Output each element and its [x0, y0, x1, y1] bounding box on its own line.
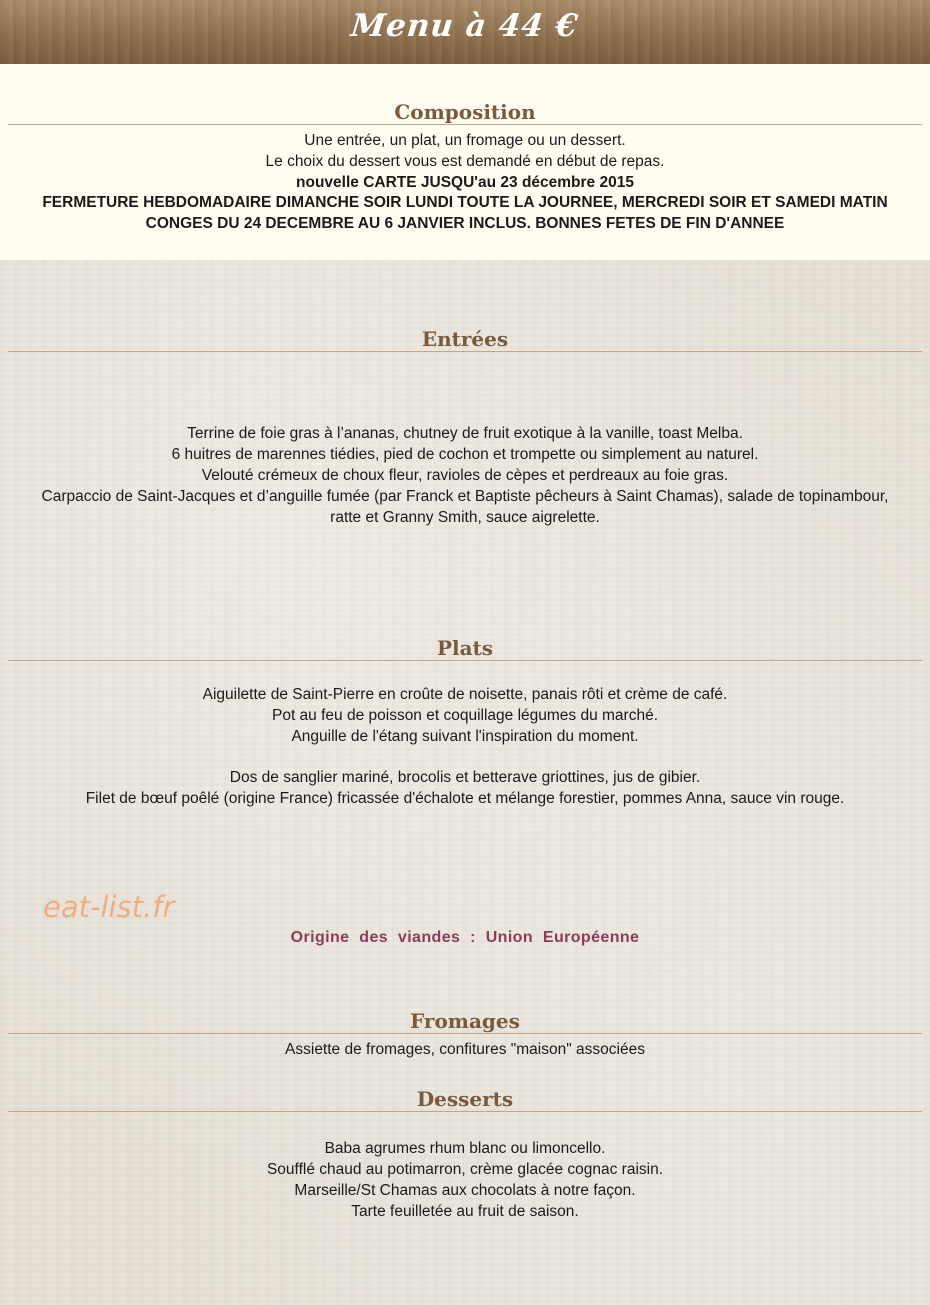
watermark-text: eat-list.fr [43, 890, 175, 924]
fromages-list [0, 1034, 930, 1060]
plats-title: Plats [436, 636, 494, 660]
composition-title: Composition [394, 100, 536, 124]
menu-title: Menu à 44 € [349, 8, 581, 44]
entrees-list [0, 352, 930, 528]
fromages-title: Fromages [410, 1009, 520, 1033]
plat-item: Dos de sanglier mariné, brocolis et betterave griottines, jus de gibier. [229, 769, 701, 786]
plats-section [0, 636, 930, 809]
plat-item: Anguille de l'étang suivant l'inspiration du moment. [291, 728, 639, 745]
entree-item: 6 huitres de marennes tiédies, pied de cochon et trompette ou simplement au naturel. [171, 446, 759, 463]
plat-item: Aiguilette de Saint-Pierre en croûte de noisette, panais rôti et crème de café. [202, 686, 728, 703]
composition-section [0, 64, 930, 260]
entree-item: Carpaccio de Saint-Jacques et d’anguille fumée (par Franck et Baptiste pêcheurs à Saint Chamas), salade de topinambour, ratte et Granny Smith, sauce aigrelette. [41, 488, 889, 526]
plat-item: Pot au feu de poisson et coquillage légumes du marché. [271, 707, 659, 724]
entrees-title: Entrées [421, 327, 509, 351]
fromages-section [0, 1009, 930, 1060]
composition-line: FERMETURE HEBDOMADAIRE DIMANCHE SOIR LUNDI TOUTE LA JOURNEE, MERCREDI SOIR ET SAMEDI MATIN [42, 194, 888, 211]
dessert-item: Tarte feuilletée au fruit de saison. [351, 1203, 579, 1220]
composition-line: Une entrée, un plat, un fromage ou un dessert. [304, 132, 626, 149]
composition-line: Le choix du dessert vous est demandé en début de repas. [265, 153, 665, 170]
composition-line: CONGES DU 24 DECEMBRE AU 6 JANVIER INCLUS. BONNES FETES DE FIN D'ANNEE [145, 215, 785, 232]
dessert-item: Marseille/St Chamas aux chocolats à notre façon. [294, 1182, 636, 1199]
entree-item: Velouté crémeux de choux fleur, ravioles de cèpes et perdreaux au foie gras. [201, 467, 729, 484]
plats-list [0, 661, 930, 809]
entrees-section [0, 327, 930, 528]
dessert-item: Baba agrumes rhum blanc ou limoncello. [324, 1140, 606, 1157]
composition-line: nouvelle CARTE JUSQU'au 23 décembre 2015 [296, 174, 634, 191]
meat-origin-note: Origine des viandes : Union Européenne [290, 929, 640, 946]
composition-lines [0, 125, 930, 234]
fromage-item: Assiette de fromages, confitures "maison" associées [285, 1041, 645, 1058]
dessert-item: Soufflé chaud au potimarron, crème glacée cognac raisin. [266, 1161, 664, 1178]
desserts-list [0, 1112, 930, 1222]
entree-item: Terrine de foie gras à l’ananas, chutney de fruit exotique à la vanille, toast Melba. [187, 425, 743, 442]
desserts-title: Desserts [416, 1087, 514, 1111]
desserts-section [0, 1087, 930, 1222]
plat-item: Filet de bœuf poêlé (origine France) fricassée d'échalote et mélange forestier, pommes Anna, sauce vin rouge. [85, 790, 845, 807]
menu-header [0, 0, 930, 64]
